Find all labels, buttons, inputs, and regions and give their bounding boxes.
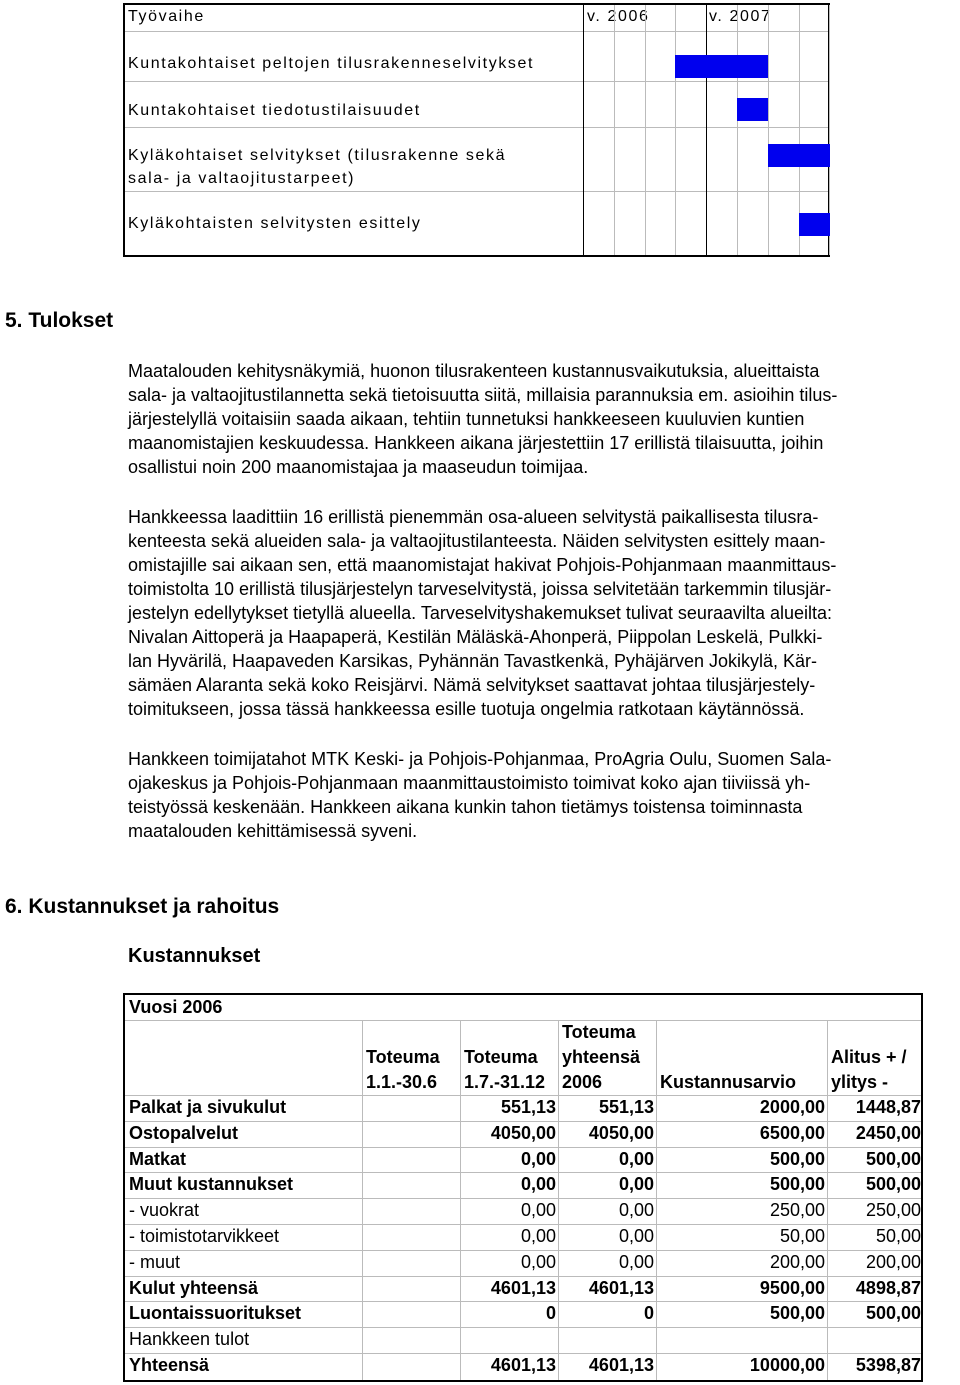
text-line: sala- ja valtaojitustilannetta sekä tietoisuutta siitä, millaisia parannuksia em. asioihin tilus- bbox=[128, 385, 838, 405]
schedule-bar-3 bbox=[768, 144, 830, 167]
column-line bbox=[656, 1020, 657, 1380]
text-line: jestelyn edellytykset tietyllä alueella. Tarveselvityshakemukset tulivat seuraavilta alueilta: bbox=[128, 603, 833, 623]
value-cell-c4: 6500,00 bbox=[759, 1122, 825, 1143]
costs-subheading: Kustannukset bbox=[128, 945, 261, 967]
value-cell-c5: 2450,00 bbox=[855, 1122, 921, 1143]
value-cell-c3: 0,00 bbox=[618, 1200, 654, 1221]
column-line bbox=[827, 1020, 828, 1380]
value-cell-c2: 0,00 bbox=[520, 1148, 556, 1169]
task-label: Kyläkohtaiset selvitykset (tilusrakenne sekä bbox=[128, 147, 507, 164]
schedule-column-line bbox=[583, 5, 584, 255]
text-line: järjestelyllä voitaisiin saada aikaan, tehtiin tunnetuksi hankkeeseen kuuluvien kuntien bbox=[128, 409, 805, 429]
header-line: Toteuma bbox=[464, 1047, 538, 1067]
header-budget bbox=[660, 1070, 796, 1095]
value-cell-c5: 1448,87 bbox=[855, 1097, 921, 1117]
header-line: 1.1.-30.6 bbox=[366, 1072, 438, 1092]
schedule-bar-4 bbox=[799, 213, 830, 236]
value-cell-c3: 551,13 bbox=[598, 1097, 654, 1117]
schedule-column-line bbox=[737, 5, 738, 255]
value-cell-c5: 4898,87 bbox=[855, 1277, 921, 1298]
results-paragraph-2 bbox=[128, 505, 948, 721]
column-line bbox=[460, 1020, 461, 1380]
value-cell-c5: 500,00 bbox=[865, 1303, 921, 1324]
value-cell-c4: 500,00 bbox=[769, 1303, 825, 1324]
text-line: lan Hyvärilä, Haapaveden Karsikas, Pyhännän Tavastkenkä, Pyhäjärven Jokikylä, Kär- bbox=[128, 651, 818, 671]
value-cell-c2: 4601,13 bbox=[490, 1277, 556, 1298]
schedule-row-2 bbox=[125, 82, 828, 128]
value-cell-c4: 200,00 bbox=[769, 1251, 825, 1272]
results-paragraph-3 bbox=[128, 747, 948, 843]
value-cell-c4: 50,00 bbox=[779, 1226, 825, 1246]
value-cell-c3: 4601,13 bbox=[588, 1277, 654, 1298]
header-line: Toteuma bbox=[366, 1047, 440, 1067]
schedule-column-line bbox=[675, 5, 676, 255]
value-cell-c4: 250,00 bbox=[769, 1200, 825, 1221]
value-cell-c2: 4050,00 bbox=[490, 1122, 556, 1143]
header-line: 2006 bbox=[562, 1072, 603, 1092]
header-variance bbox=[831, 1045, 907, 1095]
value-cell-c2: 0,00 bbox=[520, 1251, 556, 1272]
value-cell-c2: 0 bbox=[545, 1303, 556, 1324]
section-5-heading: 5. Tulokset bbox=[5, 309, 114, 332]
row-label: Ostopalvelut bbox=[129, 1122, 239, 1143]
year-label: Vuosi 2006 bbox=[129, 997, 223, 1017]
value-cell-c2: 0,00 bbox=[520, 1226, 556, 1246]
value-cell-c2: 551,13 bbox=[500, 1097, 556, 1117]
task-label: Kuntakohtaiset peltojen tilusrakenneselvitykset bbox=[128, 55, 535, 72]
project-schedule-table bbox=[123, 3, 830, 257]
schedule-column-line bbox=[768, 5, 769, 255]
text-line: teistyössä keskenään. Hankkeen aikana kunkin tahon tietämys toistensa toiminnasta bbox=[128, 797, 803, 817]
value-cell-c5: 250,00 bbox=[865, 1200, 921, 1221]
row-label: - toimistotarvikkeet bbox=[129, 1226, 280, 1246]
value-cell-c3: 0,00 bbox=[618, 1251, 654, 1272]
text-line: maatalouden kehittämisessä syveni. bbox=[128, 821, 418, 841]
task-label: Kyläkohtaisten selvitysten esittely bbox=[128, 215, 422, 232]
header-line: ylitys - bbox=[831, 1072, 889, 1092]
value-cell-c5: 50,00 bbox=[875, 1226, 921, 1246]
value-cell-c5: 200,00 bbox=[865, 1251, 921, 1272]
row-label: Muut kustannukset bbox=[129, 1174, 294, 1195]
text-line: kenteesta sekä alueiden sala- ja valtaojitustilanteesta. Näiden selvitysten esittely maan- bbox=[128, 531, 826, 551]
value-cell-c2: 4601,13 bbox=[490, 1355, 556, 1375]
text-line: toimitukseen, jossa tässä hankkeessa esille tuotuja ongelmia ratkotaan käytännössä. bbox=[128, 699, 805, 719]
header-line: Kustannusarvio bbox=[660, 1072, 797, 1092]
task-label-cont: sala- ja valtaojitustarpeet) bbox=[128, 170, 356, 187]
schedule-row-3 bbox=[125, 128, 828, 192]
value-cell-c3: 4601,13 bbox=[588, 1355, 654, 1375]
column-line bbox=[558, 1020, 559, 1380]
header-toteuma-total bbox=[562, 1020, 640, 1095]
header-toteuma-h2 bbox=[464, 1045, 545, 1095]
schedule-header-row bbox=[125, 5, 828, 32]
text-line: maanomistajien keskuudessa. Hankkeen aikana järjestettiin 17 erillistä tilaisuutta, joihin bbox=[128, 433, 824, 453]
text-line: Maatalouden kehitysnäkymiä, huonon tilusrakenteen kustannusvaikutuksia, alueittaista bbox=[128, 361, 820, 381]
results-paragraph-1 bbox=[128, 359, 948, 479]
schedule-column-line bbox=[706, 5, 707, 255]
column-line bbox=[362, 1020, 363, 1380]
text-line: sämäen Alaranta sekä koko Reisjärvi. Nämä selvitykset saattavat johtaa tilusjärjestely- bbox=[128, 675, 816, 695]
row-label: Luontaissuoritukset bbox=[129, 1303, 302, 1324]
header-line: yhteensä bbox=[562, 1047, 641, 1067]
value-cell-c3: 0,00 bbox=[618, 1226, 654, 1246]
header-line: 1.7.-31.12 bbox=[464, 1072, 546, 1092]
cost-table bbox=[123, 993, 923, 1382]
value-cell-c3: 0,00 bbox=[618, 1174, 654, 1195]
row-label: Hankkeen tulot bbox=[129, 1329, 250, 1350]
schedule-row-4 bbox=[125, 192, 828, 238]
schedule-column-line bbox=[645, 5, 646, 255]
row-label: Yhteensä bbox=[129, 1355, 210, 1375]
text-line: Nivalan Aittoperä ja Haapaperä, Kestilän Mäläskä-Ahonperä, Piippolan Leskelä, Pulkki- bbox=[128, 627, 823, 647]
text-line: osallistui noin 200 maanomistajaa ja maaseudun toimijaa. bbox=[128, 457, 589, 477]
value-cell-c3: 0 bbox=[643, 1303, 654, 1324]
header-line: Alitus + / bbox=[831, 1047, 907, 1067]
value-cell-c5: 5398,87 bbox=[855, 1355, 921, 1375]
text-line: Hankkeen toimijatahot MTK Keski- ja Pohjois-Pohjanmaa, ProAgria Oulu, Suomen Sala- bbox=[128, 749, 832, 769]
task-label: Kuntakohtaiset tiedotustilaisuudet bbox=[128, 102, 421, 119]
value-cell-c4: 2000,00 bbox=[759, 1097, 825, 1117]
header-task: Työvaihe bbox=[128, 8, 205, 25]
value-cell-c2: 0,00 bbox=[520, 1174, 556, 1195]
value-cell-c4: 9500,00 bbox=[759, 1277, 825, 1298]
section-6-heading: 6. Kustannukset ja rahoitus bbox=[5, 895, 280, 918]
header-year-2007: v. 2007 bbox=[709, 8, 772, 25]
value-cell-c4: 10000,00 bbox=[749, 1355, 825, 1375]
value-cell-c3: 0,00 bbox=[618, 1148, 654, 1169]
text-line: toimistolta 10 erillistä tilusjärjestelyn tarveselvitystä, joissa selvitetään tarkemmin tilusjär- bbox=[128, 579, 832, 599]
schedule-column-line bbox=[614, 5, 615, 255]
row-line bbox=[125, 1020, 921, 1021]
value-cell-c2: 0,00 bbox=[520, 1200, 556, 1221]
header-line: Toteuma bbox=[562, 1022, 636, 1042]
text-line: Hankkeessa laadittiin 16 erillistä pienemmän osa-alueen selvitystä paikallisesta tilusra- bbox=[128, 507, 819, 527]
header-year-2006: v. 2006 bbox=[587, 8, 650, 25]
value-cell-c4: 500,00 bbox=[769, 1148, 825, 1169]
row-label: Palkat ja sivukulut bbox=[129, 1097, 287, 1117]
text-line: omistajille sai aikaan sen, että maanomistajat hakivat Pohjois-Pohjanmaan maanmittaus- bbox=[128, 555, 837, 575]
schedule-bar-2 bbox=[737, 98, 768, 121]
value-cell-c5: 500,00 bbox=[865, 1148, 921, 1169]
text-line: ojakeskus ja Pohjois-Pohjanmaan maanmittaustoimisto toimivat koko ajan tiiviissä yh- bbox=[128, 773, 811, 793]
row-label: Matkat bbox=[129, 1148, 187, 1169]
schedule-bar-1 bbox=[675, 55, 768, 78]
value-cell-c3: 4050,00 bbox=[588, 1122, 654, 1143]
row-label: Kulut yhteensä bbox=[129, 1277, 259, 1298]
row-label: - muut bbox=[129, 1251, 181, 1272]
value-cell-c5: 500,00 bbox=[865, 1174, 921, 1195]
row-label: - vuokrat bbox=[129, 1200, 200, 1221]
value-cell-c4: 500,00 bbox=[769, 1174, 825, 1195]
header-toteuma-h1 bbox=[366, 1045, 440, 1095]
